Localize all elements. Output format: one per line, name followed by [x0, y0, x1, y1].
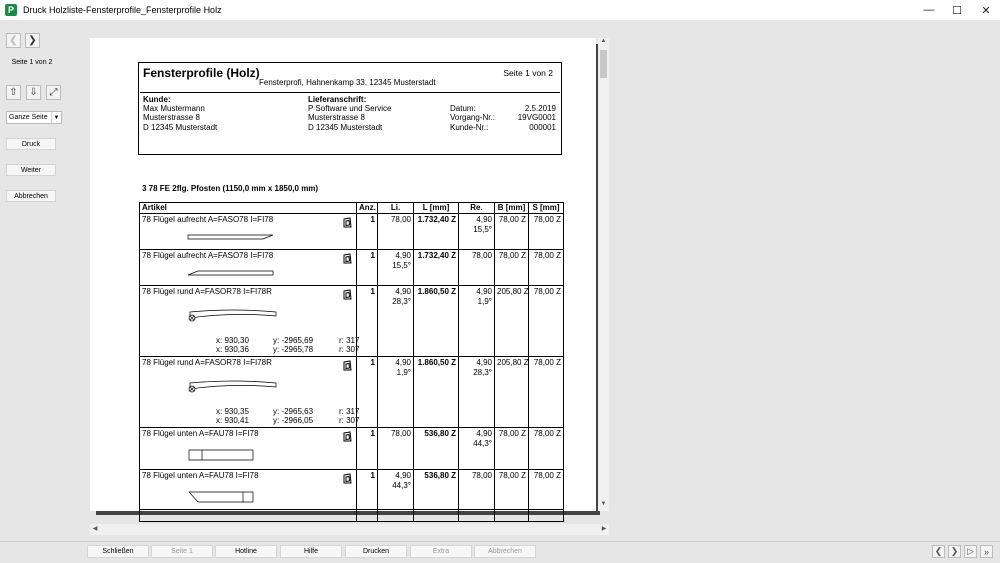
- zoom-select[interactable]: [6, 111, 62, 124]
- re-angle: 44,3°: [473, 439, 492, 448]
- column-header-b: B [mm]: [495, 203, 529, 214]
- l-cell: 1.860,50 Z: [414, 357, 459, 428]
- s-cell: 78,00 Z: [529, 470, 564, 510]
- artikel-label: 78 Flügel aufrecht A=FASO78 I=FI78: [142, 215, 274, 224]
- profile-drawing: [188, 379, 278, 393]
- re-cell: [459, 470, 495, 510]
- zoom-value: Ganze Seite: [9, 114, 48, 121]
- re-value: 78,00: [471, 251, 492, 260]
- door-icon: [343, 253, 352, 264]
- profile-table: [139, 202, 564, 522]
- document-page: [90, 38, 596, 511]
- anz-cell: 1: [357, 357, 378, 428]
- document-header: [138, 62, 562, 155]
- arrow-up-icon: ⇧: [9, 87, 18, 98]
- li-value: 78,00: [390, 215, 411, 224]
- next-button[interactable]: Weiter: [6, 164, 56, 176]
- profile-drawing: [188, 491, 258, 503]
- coord-y: y: -2966,05: [273, 416, 314, 425]
- re-value: 4,90: [476, 429, 492, 438]
- coord-x: x: 930,30: [216, 336, 249, 345]
- door-icon: [343, 360, 352, 371]
- li-value: 78,00: [390, 429, 411, 438]
- page-button[interactable]: Seite 1: [151, 545, 213, 558]
- profile-drawing: [188, 449, 258, 461]
- b-cell: 205,80 Z: [495, 286, 529, 357]
- door-icon: [343, 217, 352, 228]
- scroll-right-arrow-icon[interactable]: ▶: [601, 526, 607, 532]
- coord-x: x: 930,36: [216, 345, 249, 354]
- s-cell: 78,00 Z: [529, 428, 564, 470]
- table-header-row: [140, 203, 564, 214]
- artikel-label: 78 Flügel aufrecht A=FASO78 I=FI78: [142, 251, 274, 260]
- anz-cell: 1: [357, 286, 378, 357]
- coord-y: y: -2965,63: [273, 407, 314, 416]
- artikel-cell: [140, 470, 357, 510]
- l-cell: 1.732,40 Z: [414, 250, 459, 286]
- li-value: 4,90: [395, 251, 411, 260]
- li-cell: [378, 286, 414, 357]
- door-icon: [343, 473, 352, 484]
- cancel-button[interactable]: Abbrechen: [6, 190, 56, 202]
- artikel-label: 78 Flügel rund A=FASOR78 I=FI78R: [142, 287, 272, 296]
- l-cell: 1.732,40 Z: [414, 214, 459, 250]
- delivery-street: Musterstrasse 8: [308, 113, 365, 122]
- delivery-heading: Lieferanschrift:: [308, 95, 367, 104]
- li-cell: [378, 250, 414, 286]
- vertical-scrollbar[interactable]: [598, 38, 609, 511]
- window-title: Druck Holzliste-Fensterprofile_Fensterprofile Holz: [23, 5, 222, 15]
- coord-r: r: 317: [339, 407, 360, 416]
- prev-page-button[interactable]: [6, 33, 21, 48]
- anz-cell: 1: [357, 214, 378, 250]
- column-header-l: L [mm]: [414, 203, 459, 214]
- s-cell: 78,00 Z: [529, 357, 564, 428]
- fit-page-button[interactable]: [46, 85, 61, 100]
- s-cell: 78,00 Z: [529, 214, 564, 250]
- li-value: 4,90: [395, 287, 411, 296]
- minimize-button[interactable]: —: [923, 4, 935, 16]
- re-cell: [459, 357, 495, 428]
- arrow-down-icon: ⇩: [29, 87, 38, 98]
- column-header-artikel: Artikel: [140, 203, 357, 214]
- column-header-li: Li.: [378, 203, 414, 214]
- door-icon: [343, 289, 352, 300]
- artikel-cell: [140, 357, 360, 428]
- delivery-name: P Software und Service: [308, 104, 392, 113]
- li-value: 4,90: [395, 471, 411, 480]
- close-button[interactable]: Schließen: [87, 545, 149, 558]
- app-icon: P: [5, 4, 17, 16]
- coord-x: x: 930,41: [216, 416, 249, 425]
- li-angle: 15,5°: [392, 261, 411, 270]
- artikel-label: 78 Flügel rund A=FASOR78 I=FI78R: [142, 358, 272, 367]
- artikel-label: 78 Flügel unten A=FAU78 I=FI78: [142, 471, 259, 480]
- triangle-right-icon: ▷: [967, 546, 974, 556]
- vertical-scroll-thumb[interactable]: [600, 50, 607, 78]
- re-value: 78,00: [471, 471, 492, 480]
- document-title: Fensterprofile (Holz): [143, 66, 260, 80]
- artikel-cell: [140, 286, 360, 357]
- company-line: Fensterprofi, Hahnenkamp 33, 12345 Musterstadt: [259, 78, 436, 87]
- li-angle: 28,3°: [392, 297, 411, 306]
- profile-drawing: [188, 234, 274, 240]
- re-cell: [459, 428, 495, 470]
- first-page-button[interactable]: [932, 545, 945, 558]
- title-bar: [0, 0, 1000, 20]
- s-cell: 78,00 Z: [529, 286, 564, 357]
- re-cell: [459, 214, 495, 250]
- b-cell: 78,00 Z: [495, 250, 529, 286]
- prev-page-toolbar-button[interactable]: [948, 545, 961, 558]
- door-icon: [343, 431, 352, 442]
- re-angle: 15,5°: [473, 225, 492, 234]
- customer-no-label: Kunde-Nr.:: [450, 123, 489, 132]
- horizontal-scrollbar[interactable]: [90, 524, 609, 535]
- re-value: 4,90: [476, 358, 492, 367]
- artikel-cell: [140, 428, 357, 470]
- li-cell: [378, 214, 414, 250]
- print-toolbar-button[interactable]: Drucken: [345, 545, 407, 558]
- scroll-up-arrow-icon[interactable]: ▲: [600, 38, 607, 44]
- li-angle: 44,3°: [392, 481, 411, 490]
- li-value: 4,90: [395, 358, 411, 367]
- li-cell: [378, 470, 414, 510]
- date-label: Datum:: [450, 104, 476, 113]
- li-cell: [378, 428, 414, 470]
- b-cell: 78,00 Z: [495, 428, 529, 470]
- next-page-button[interactable]: [25, 33, 40, 48]
- header-divider: [140, 92, 560, 93]
- table-row: [140, 250, 564, 286]
- customer-street: Musterstrasse 8: [143, 113, 200, 122]
- delivery-city: D 12345 Musterstadt: [308, 123, 383, 132]
- page-number: Seite 1 von 2: [503, 68, 553, 78]
- abort-button[interactable]: Abbrechen: [474, 545, 536, 558]
- table-row: [140, 470, 564, 510]
- scroll-left-arrow-icon[interactable]: ◀: [92, 526, 98, 532]
- maximize-button[interactable]: ☐: [952, 4, 962, 17]
- re-cell: [459, 250, 495, 286]
- s-cell: 78,00 Z: [529, 250, 564, 286]
- customer-city: D 12345 Musterstadt: [143, 123, 218, 132]
- li-angle: 1,9°: [396, 368, 411, 377]
- anz-cell: 1: [357, 250, 378, 286]
- l-cell: 1.860,50 Z: [414, 286, 459, 357]
- b-cell: 205,80 Z: [495, 357, 529, 428]
- re-value: 4,90: [476, 215, 492, 224]
- l-cell: 536,80 Z: [414, 470, 459, 510]
- customer-heading: Kunde:: [143, 95, 171, 104]
- anz-cell: 1: [357, 470, 378, 510]
- l-cell: 536,80 Z: [414, 428, 459, 470]
- table-row: [140, 428, 564, 470]
- re-angle: 1,9°: [477, 297, 492, 306]
- bottom-toolbar: [0, 541, 1000, 563]
- section-title: 3 78 FE 2flg. Pfosten (1150,0 mm x 1850,0 mm): [142, 184, 319, 193]
- chevron-left-icon: ❮: [934, 546, 943, 556]
- re-cell: [459, 286, 495, 357]
- table-row: [140, 510, 564, 522]
- coord-r: r: 317: [339, 336, 360, 345]
- chevron-right-icon: ❯: [950, 546, 959, 556]
- artikel-cell: [140, 214, 357, 250]
- chevron-left-icon: ❮: [9, 35, 18, 46]
- table-row: [140, 286, 564, 357]
- next-page-toolbar-button[interactable]: [964, 545, 977, 558]
- column-header-s: S [mm]: [529, 203, 564, 214]
- profile-drawing: [188, 270, 274, 276]
- li-cell: [378, 357, 414, 428]
- artikel-cell: [140, 250, 357, 286]
- column-header-re: Re.: [459, 203, 495, 214]
- hotline-button[interactable]: Hotline: [215, 545, 277, 558]
- coord-x: x: 930,35: [216, 407, 249, 416]
- table-row: [140, 357, 564, 428]
- print-button[interactable]: Druck: [6, 138, 56, 150]
- page-indicator: Seite 1 von 2: [11, 59, 53, 66]
- chevron-right-icon: ❯: [28, 35, 37, 46]
- order-label: Vorgang-Nr.:: [450, 113, 495, 122]
- customer-no-value: 000001: [529, 123, 556, 132]
- scroll-down-button[interactable]: [26, 85, 41, 100]
- order-value: 19VG0001: [517, 113, 556, 122]
- scroll-down-arrow-icon[interactable]: ▼: [600, 501, 607, 507]
- scroll-up-button[interactable]: [6, 85, 21, 100]
- expand-icon: ⤢: [49, 87, 58, 98]
- coord-y: y: -2965,78: [273, 345, 314, 354]
- column-header-anz: Anz.: [357, 203, 378, 214]
- coord-r: r: 307: [339, 416, 360, 425]
- last-page-button[interactable]: [980, 545, 993, 558]
- b-cell: 78,00 Z: [495, 214, 529, 250]
- re-angle: 28,3°: [473, 368, 492, 377]
- chevron-down-icon: ▼: [51, 112, 61, 123]
- double-chevron-right-icon: »: [983, 546, 989, 557]
- coord-y: y: -2965,69: [273, 336, 314, 345]
- anz-cell: 1: [357, 428, 378, 470]
- b-cell: 78,00 Z: [495, 470, 529, 510]
- profile-drawing: [188, 308, 278, 322]
- customer-name: Max Mustermann: [143, 104, 205, 113]
- re-value: 4,90: [476, 287, 492, 296]
- date-value: 2.5.2019: [524, 104, 556, 113]
- extra-button[interactable]: Extra: [410, 545, 472, 558]
- help-button[interactable]: Hilfe: [280, 545, 342, 558]
- coord-r: r: 307: [339, 345, 360, 354]
- close-window-button[interactable]: ✕: [981, 4, 991, 17]
- artikel-label: 78 Flügel unten A=FAU78 I=FI78: [142, 429, 259, 438]
- print-preview-controls: [0, 20, 90, 520]
- table-row: [140, 214, 564, 250]
